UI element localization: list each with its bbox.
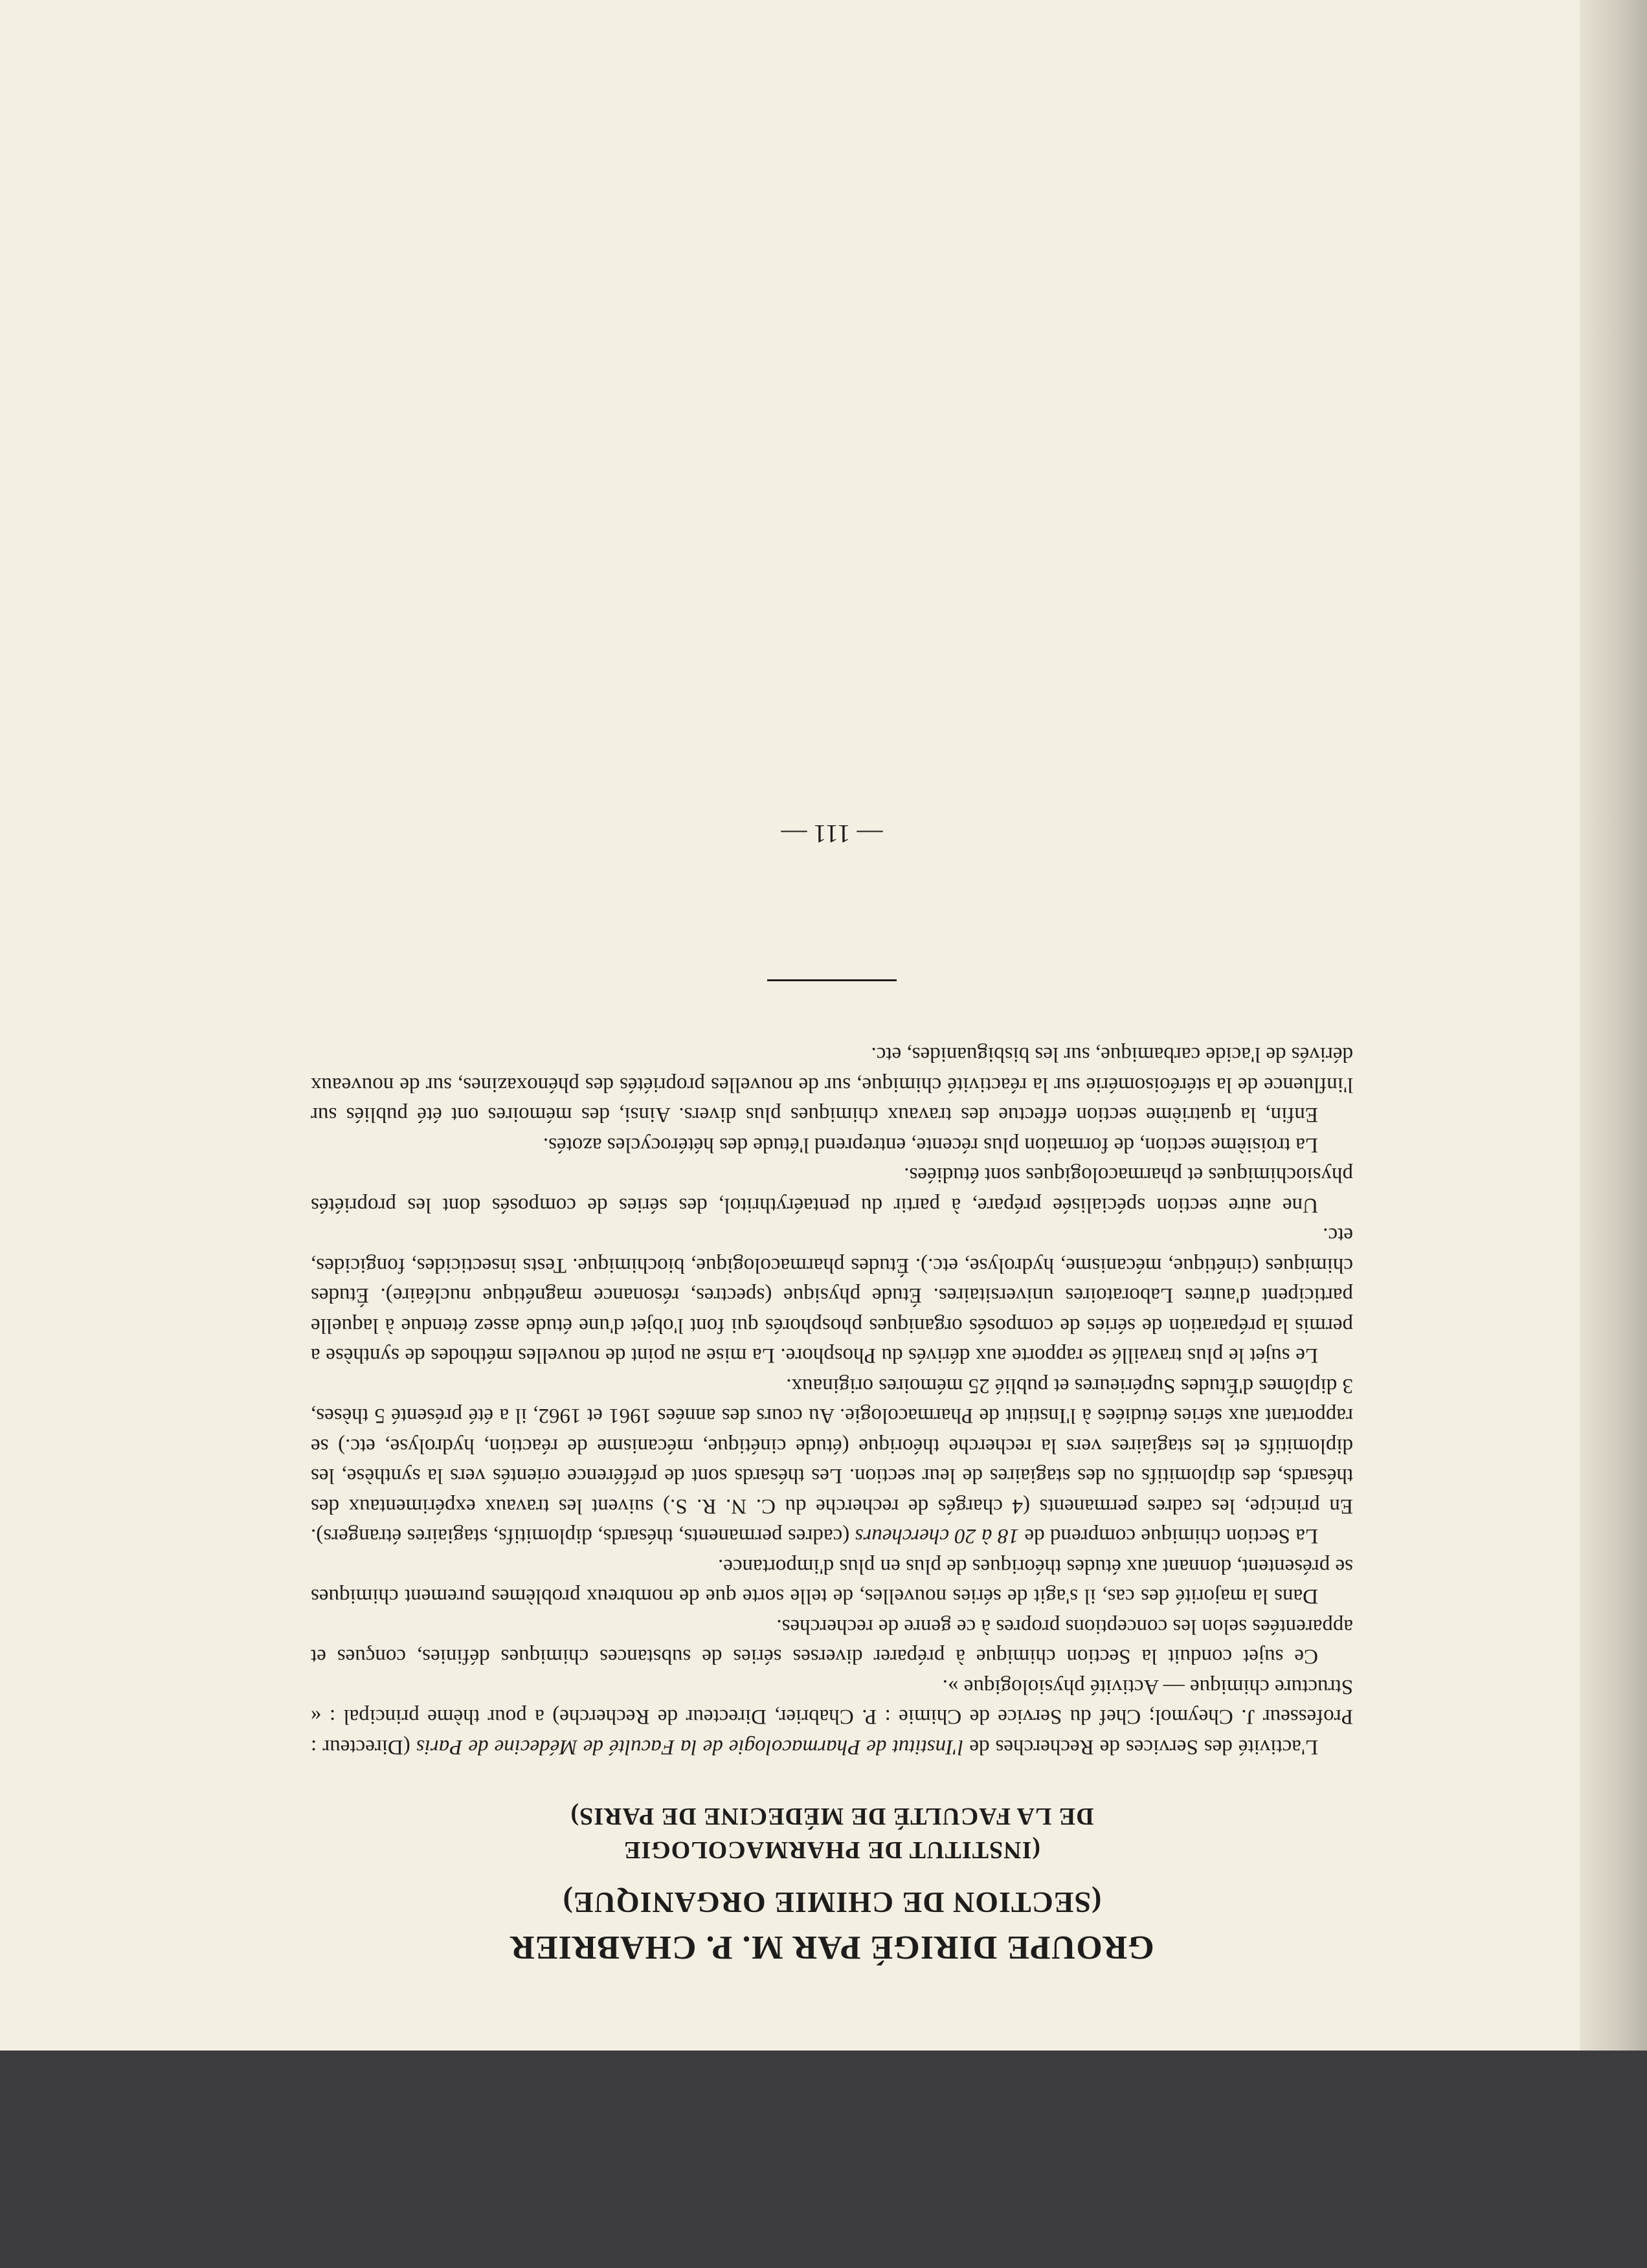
paragraph-3: Dans la majorité des cas, il s'agit de séries nouvelles, de telle sorte que de nombreux problèmes purement chimiques se présentent, donnant aux études théoriques de plus en plus d'importance. bbox=[311, 1555, 1353, 1608]
heading-line-1: GROUPE DIRIGÉ PAR M. P. CHABRIER bbox=[510, 1929, 1154, 1966]
paragraph-2: Ce sujet conduit la Section chimique à préparer diverses séries de substances chimiques définies, conçues et apparentées selon les conceptions propres à ce genre de recherches. bbox=[311, 1615, 1353, 1669]
scanner-background bbox=[0, 2051, 1647, 2268]
body-text bbox=[311, 1040, 1353, 1762]
heading-line-4: DE LA FACULTÉ DE MÉDECINE DE PARIS) bbox=[570, 1803, 1094, 1830]
paper-edge-shadow bbox=[1580, 0, 1647, 2051]
page-number: — 111 — bbox=[781, 819, 883, 849]
paragraph-7: La troisième section, de formation plus récente, entreprend l'étude des hétérocycles azotés. bbox=[543, 1133, 1318, 1157]
paragraph-4 bbox=[311, 1371, 1353, 1551]
paragraph-4-text-c: (cadres permanents, thésards, diplomitifs, stagiaires étrangers). En principe, les cadres permanents (4 chargés de recherche du C. N. R. S.) suivent les travaux expérimentaux des thésards, des diplomitifs ou des stagiaires de leur section. Les thésards sont de préférence orientés vers la synthèse, les diplomitifs et les stagiaires vers la recherche théorique (étude cinétique, mécanisme de réaction, hydrolyse, etc.) se rapportant aux séries étudiées à l'Institut de Pharmacologie. Au cours des années 1961 et 1962, il a été présenté 5 thèses, 3 diplômes d'Études Supérieures et publié 25 mémoires originaux. bbox=[310, 1374, 1353, 1548]
paragraph-5: Le sujet le plus travaillé se rapporte aux dérivés du Phosphore. La mise au point de nouvelles méthodes de synthèse a permis la préparation de séries de composés organiques phosphorés qui font l'objet d'une étude assez étendue à laquelle participent d'autres Laboratoires universitaires. Étude physique (spectres, résonance magnétique nucléaire). Études chimiques (cinétique, mécanisme, hydrolyse, etc.). Études pharmacologique, biochimique. Tests insecticides, fongicides, etc. bbox=[311, 1223, 1353, 1368]
section-heading bbox=[311, 1799, 1353, 1968]
paragraph-1-italic: l'Institut de Pharmacologie de la Faculté de Médecine de Paris bbox=[416, 1735, 964, 1759]
printed-page-upside-down bbox=[311, 220, 1353, 1968]
paragraph-1 bbox=[311, 1672, 1353, 1762]
paragraph-1-text-c: (Directeur : Professeur J. Cheymol; Chef du Service de Chimie : P. Chabrier, Directeur de Recherche) a pour thème principal : « Structure chimique — Activité physiologique ». bbox=[310, 1675, 1353, 1759]
section-rule bbox=[767, 979, 897, 981]
heading-line-2: (SECTION DE CHIMIE ORGANIQUE) bbox=[562, 1886, 1102, 1919]
paragraph-4-text-a: La Section chimique comprend de bbox=[1018, 1524, 1318, 1548]
paragraph-8: Enfin, la quatrième section effectue des travaux chimiques plus divers. Ainsi, des mémoires ont été publiés sur l'influence de la stéréoisomérie sur la réactivité chimique, sur de nouvelles propriétés des phénoxazines, sur de nouveaux dérivés de l'acide carbamique, sur les bisbiguanides, etc. bbox=[311, 1043, 1353, 1127]
paragraph-1-text-a: L'activité des Services de Recherches de bbox=[963, 1735, 1318, 1759]
paragraph-4-italic: 18 à 20 chercheurs bbox=[855, 1524, 1019, 1548]
paragraph-6: Une autre section spécialisée prépare, à partir du pentaérythritol, des séries de composés dont les propriétés physiochimiques et pharmacologiques sont étudiées. bbox=[311, 1163, 1353, 1217]
heading-line-3: (INSTITUT DE PHARMACOLOGIE bbox=[623, 1836, 1040, 1863]
